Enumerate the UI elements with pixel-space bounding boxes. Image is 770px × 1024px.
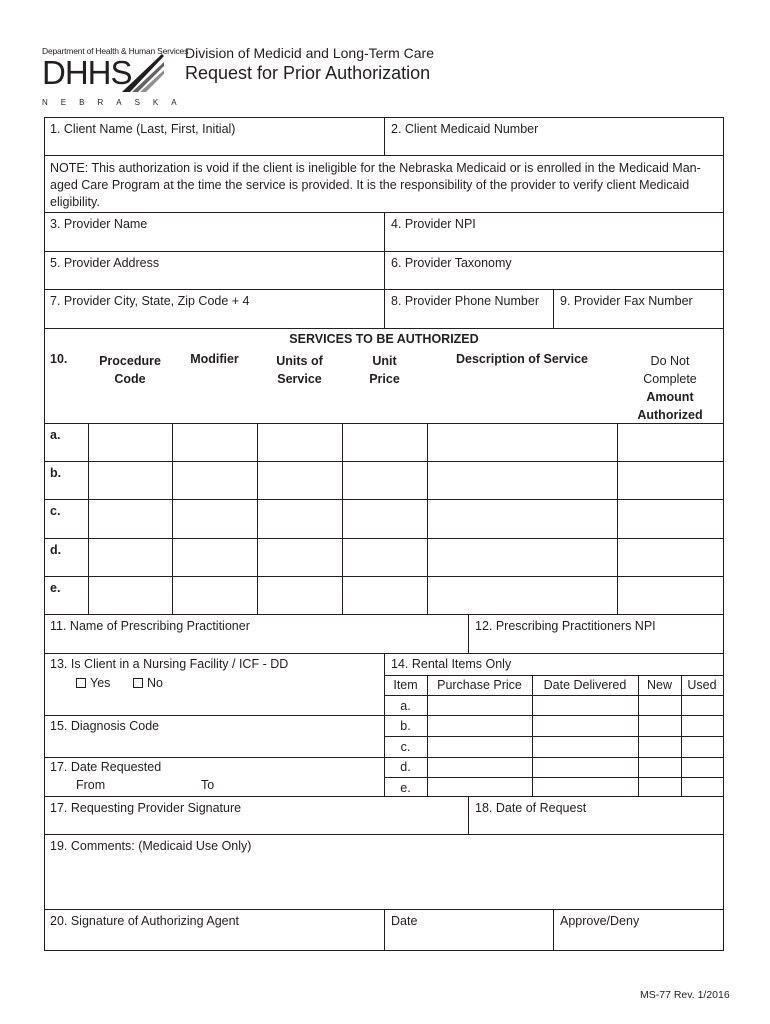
approve-deny-field[interactable] xyxy=(554,929,722,949)
provider-address-label: 5. Provider Address xyxy=(50,256,160,270)
rental-row-d: d. xyxy=(400,760,411,774)
services-heading: SERVICES TO BE AUTHORIZED xyxy=(289,332,479,346)
client-medicaid-label: 2. Client Medicaid Number xyxy=(391,122,539,136)
rental-row-e: e. xyxy=(400,781,411,795)
note-line-3: eligibility. xyxy=(50,195,100,209)
approve-deny-label: Approve/Deny xyxy=(560,914,640,928)
rental-input-area[interactable] xyxy=(428,696,722,795)
date-from-label: From xyxy=(76,778,106,792)
date-to-label: To xyxy=(201,778,215,792)
dhhs-logo xyxy=(42,44,190,112)
services-col-amount: Do Not Complete Amount Authorized xyxy=(637,354,703,422)
service-row-a: a. xyxy=(50,428,61,442)
agency-name: Department of Health & Human Services xyxy=(42,46,189,56)
signature-field[interactable] xyxy=(45,816,467,833)
service-row-e: e. xyxy=(50,581,61,595)
client-medicaid-field[interactable] xyxy=(385,137,722,154)
nursing-facility-label: 13. Is Client in a Nursing Facility / ICF - DD xyxy=(50,657,289,671)
provider-city-field[interactable] xyxy=(45,309,383,327)
service-input-area[interactable] xyxy=(89,424,616,613)
note-line-1: NOTE: This authorization is void if the client is ineligible for the Nebraska Medicaid or is enrolled in the Medicaid Man- xyxy=(50,161,701,175)
date-field[interactable] xyxy=(385,929,552,949)
services-col-modifier: Modifier xyxy=(190,352,239,366)
client-name-label: 1. Client Name (Last, First, Initial) xyxy=(50,122,236,136)
service-row-d: d. xyxy=(50,543,62,557)
provider-phone-field[interactable] xyxy=(385,309,552,327)
comments-label: 19. Comments: (Medicaid Use Only) xyxy=(50,839,252,853)
auth-signature-field[interactable] xyxy=(45,929,383,949)
provider-fax-label: 9. Provider Fax Number xyxy=(560,294,693,308)
rental-col-date: Date Delivered xyxy=(543,678,627,692)
diagnosis-label: 15. Diagnosis Code xyxy=(50,719,160,733)
provider-taxonomy-label: 6. Provider Taxonomy xyxy=(391,256,512,270)
form-id: MS-77 Rev. 1/2016 xyxy=(640,989,730,1001)
client-name-field[interactable] xyxy=(45,137,383,154)
page-title: Request for Prior Authorization xyxy=(185,63,431,83)
services-col-units: Units of Service xyxy=(276,354,323,386)
yes-checkbox[interactable] xyxy=(76,678,86,688)
prescriber-name-label: 11. Name of Prescribing Practitioner xyxy=(50,619,250,633)
rental-row-b: b. xyxy=(400,719,411,733)
service-row-c: c. xyxy=(50,504,61,518)
service-row-b: b. xyxy=(50,466,62,480)
state-name: NEBRASKA xyxy=(42,98,190,107)
diagnosis-field[interactable] xyxy=(45,734,383,756)
signature-label: 17. Requesting Provider Signature xyxy=(50,801,242,815)
provider-fax-field[interactable] xyxy=(554,309,722,327)
rental-col-price: Purchase Price xyxy=(437,678,522,692)
prescriber-npi-field[interactable] xyxy=(469,634,722,652)
provider-city-label: 7. Provider City, State, Zip Code + 4 xyxy=(50,294,250,308)
nursing-yes-option[interactable]: Yes xyxy=(76,676,110,691)
date-to-field[interactable] xyxy=(220,776,380,795)
prescriber-npi-label: 12. Prescribing Practitioners NPI xyxy=(475,619,656,633)
rental-row-c: c. xyxy=(400,740,411,754)
rental-col-used: Used xyxy=(687,678,717,692)
rental-col-new: New xyxy=(646,678,672,692)
provider-name-label: 3. Provider Name xyxy=(50,217,148,231)
rental-row-a: a. xyxy=(400,699,411,713)
date-of-request-label: 18. Date of Request xyxy=(475,801,587,815)
date-requested-label: 17. Date Requested xyxy=(50,760,162,774)
date-label: Date xyxy=(391,914,418,928)
nursing-no-option[interactable]: No xyxy=(133,676,163,691)
provider-phone-label: 8. Provider Phone Number xyxy=(391,294,539,308)
auth-signature-label: 20. Signature of Authorizing Agent xyxy=(50,914,240,928)
provider-npi-field[interactable] xyxy=(385,232,722,250)
prescriber-name-field[interactable] xyxy=(45,634,467,652)
services-col-procedure: Procedure Code xyxy=(99,354,161,386)
rental-label: 14. Rental Items Only xyxy=(391,657,512,671)
note-line-2: aged Care Program at the time the service is provided. It is the responsibility of the provider to verify client Medicaid xyxy=(50,178,690,192)
services-col-price: Unit Price xyxy=(369,354,400,386)
services-col-num: 10. xyxy=(50,352,68,366)
provider-address-field[interactable] xyxy=(45,271,383,288)
provider-name-field[interactable] xyxy=(45,232,383,250)
provider-npi-label: 4. Provider NPI xyxy=(391,217,476,231)
date-from-field[interactable] xyxy=(108,776,196,795)
services-col-description: Description of Service xyxy=(456,352,588,366)
logo-wordmark: DHHS xyxy=(42,54,132,91)
division-title: Division of Medicid and Long-Term Care xyxy=(185,45,434,61)
rental-col-item: Item xyxy=(393,678,418,692)
date-of-request-field[interactable] xyxy=(469,816,722,833)
comments-field[interactable] xyxy=(45,855,722,908)
no-checkbox[interactable] xyxy=(133,678,143,688)
provider-taxonomy-field[interactable] xyxy=(385,271,722,288)
logo-swoosh-icon xyxy=(120,52,166,94)
